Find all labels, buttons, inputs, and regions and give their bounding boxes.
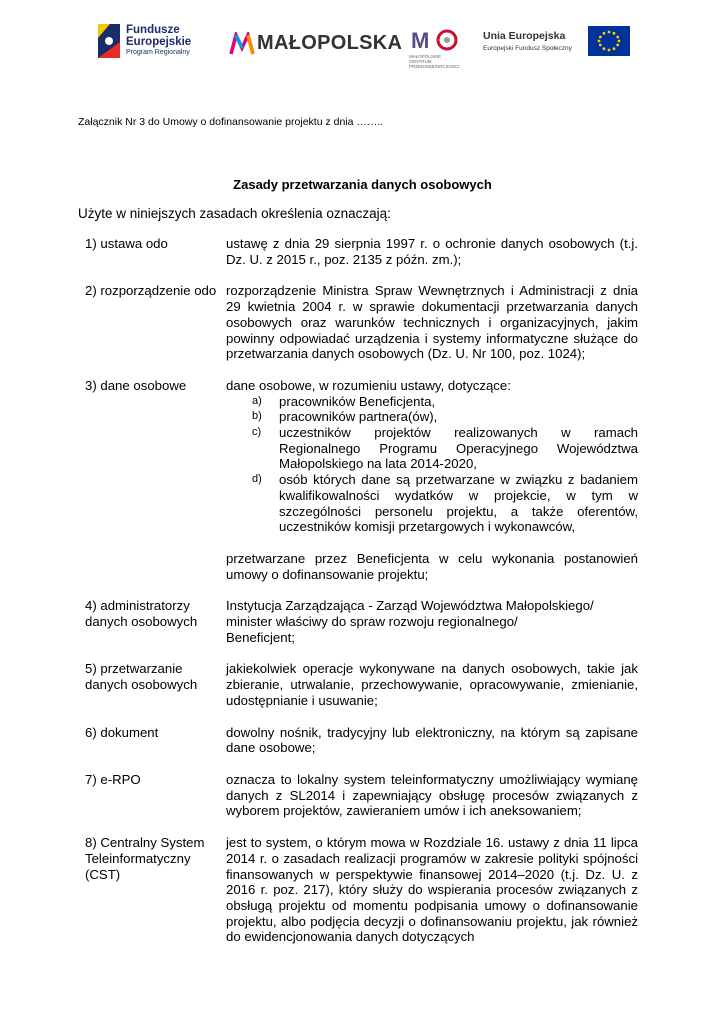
term: 5) przetwarzanie danych osobowych [85,661,198,693]
definition-2 [85,283,638,362]
description-after: przetwarzane przez Beneficjenta w celu wykonania postanowień umowy o dofinansowanie projektu; [226,550,638,582]
fe-sub: Program Regionalny [126,49,190,56]
eu-flag-icon [588,26,630,56]
item-label: b) [252,410,262,423]
definitions-list [85,236,638,961]
malopolska-m-icon [229,32,255,56]
term: 3) dane osobowe [85,377,187,393]
list-item [252,409,638,425]
mcp-mark-icon [409,26,461,54]
logo-band [0,18,725,68]
ue-line1: Unia Europejska [483,30,566,42]
item-text: osób których dane są przetwarzane w związku z badaniem kwalifikowalności wydatków w projekcie, w tym w szczególności personelu projektu, a także oferentów, uczestników komisji przetargowych i wykonawców, [279,472,638,535]
list-item [252,472,638,535]
description: jest to system, o którym mowa w Rozdziale 16. ustawy z dnia 11 lipca 2014 r. o zasadach realizacji programów w zakresie polityki spójności finansowanych w perspektywie finansowej 2014–2020 (t.j. Dz. U. z 2016 r. poz. 217), który służy do wspierania procesów związanych z obsługą projektu od momentu podpisania umowy o dofinansowanie projektu, albo podjęcia decyzji o dofinansowaniu projektu, jak również do ewidencjonowania danych dotyczących [226,835,638,945]
fe-star-icon [96,22,124,62]
item-label: d) [252,473,262,486]
page-title: Zasady przetwarzania danych osobowych [233,177,492,192]
description: ustawę z dnia 29 sierpnia 1997 r. o ochronie danych osobowych (t.j. Dz. U. z 2015 r., poz. 2135 z późn. zm.); [226,236,638,267]
malopolska-word: MAŁOPOLSKA [257,32,403,54]
ue-line2: Europejski Fundusz Społeczny [483,45,572,52]
list-item [252,425,638,472]
item-text: pracowników partnera(ów), [279,409,438,425]
definition-1 [85,236,638,267]
mcp-caption: MAŁOPOLSKIE CENTRUM PRZEDSIĘBIORCZOŚCI [409,54,460,69]
description: dane osobowe, w rozumieniu ustawy, dotyczące: [226,377,511,393]
description-line: Instytucja Zarządzająca - Zarząd Województwa Małopolskiego/ [226,598,594,614]
fe-line1: Fundusze [126,24,180,36]
description: dowolny nośnik, tradycyjny lub elektroniczny, na którym są zapisane dane osobowe; [226,724,638,756]
term: 4) administratorzy danych osobowych [85,598,198,630]
term: 1) ustawa odo [85,236,168,251]
definition-6 [85,725,638,756]
definition-3 [85,378,638,582]
description: rozporządzenie Ministra Spraw Wewnętrznych i Administracji z dnia 29 kwietnia 2004 r. w sprawie dokumentacji przetwarzania danych osobowych oraz warunków technicznych i organizacyjnych, jakim powinny odpowiadać urządzenia i systemy informatyczne służące do przetwarzania danych osobowych (Dz. U. Nr 100, poz. 1024); [226,283,638,362]
description-line: Beneficjent; [226,629,295,645]
definition-5 [85,661,638,708]
term: 8) Centralny System Teleinformatyczny (CST) [85,835,205,882]
term: 2) rozporządzenie odo [85,283,217,299]
description-line: minister właściwy do spraw rozwoju regionalnego/ [226,614,518,630]
malopolska-logo [229,28,403,58]
intro-text: Użyte w niniejszych zasadach określenia oznaczają: [78,206,391,221]
item-text: pracowników Beneficjenta, [279,393,436,409]
term: 7) e-RPO [85,771,141,787]
description: jakiekolwiek operacje wykonywane na danych osobowych, takie jak zbieranie, utrwalanie, przechowywanie, opracowywanie, zmienianie, udostępnianie i usuwanie; [226,661,638,708]
definition-4 [85,598,638,645]
fe-line2: Europejskie [126,36,192,48]
term: 6) dokument [85,724,159,740]
definition-8 [85,835,638,945]
sub-list [252,394,638,535]
list-item [252,394,638,410]
mcp-logo [409,26,461,69]
item-text: uczestników projektów realizowanych w ramach Regionalnego Programu Operacyjnego Województwa Małopolskiego na lata 2014-2020, [279,425,638,472]
description: oznacza to lokalny system teleinformatyczny umożliwiający wymianę danych z SL2014 i zapewniający obsługę procesów związanych z wyborem projektów, zawieraniem umów i ich aneksowaniem; [226,771,638,819]
item-label: c) [252,426,262,439]
fundusze-europejskie-logo [96,18,208,64]
item-label: a) [252,394,262,407]
annex-note: Załącznik Nr 3 do Umowy o dofinansowanie projektu z dnia …….. [78,116,384,128]
ue-text-logo [483,30,583,52]
svg-text:M: M [411,28,430,53]
definition-7 [85,772,638,819]
